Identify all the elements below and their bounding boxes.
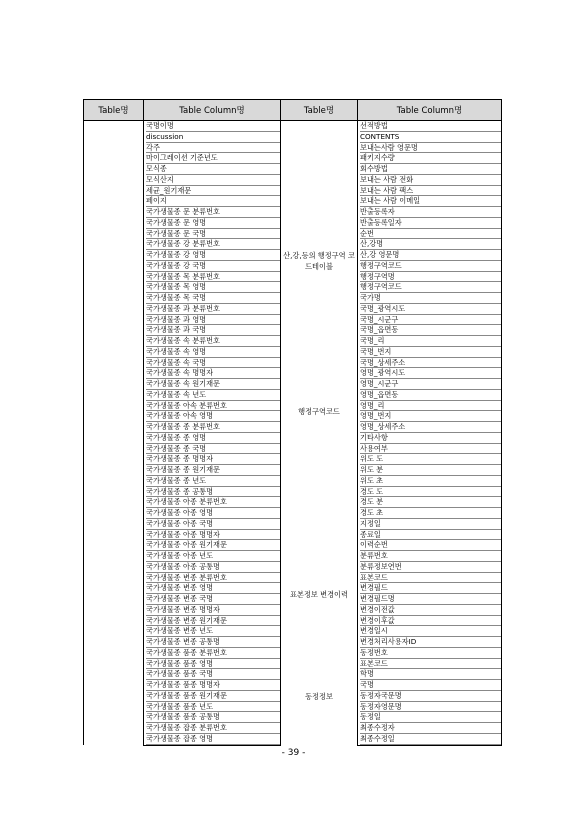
page-number: - 39 - [281, 748, 306, 758]
right-column-cell [358, 196, 502, 207]
right-column-cell [358, 336, 502, 347]
right-column-cell [358, 691, 502, 702]
right-column-cell [358, 358, 502, 369]
left-column-name: 세균_원기재문 [146, 186, 280, 197]
left-column-cell [144, 648, 281, 659]
left-column-cell [144, 680, 281, 691]
right-column-cell [358, 551, 502, 562]
right-column-cell [358, 712, 502, 723]
right-table-name: 산,강,등의 행정구역 코드테이블 [283, 250, 355, 271]
left-column-cell [144, 605, 281, 616]
right-column-cell [358, 368, 502, 379]
right-column-cell [358, 390, 502, 401]
left-column-name: 각주 [146, 143, 280, 154]
left-column-name: 국가생물종 품종 분류번호 [146, 648, 280, 659]
left-column-cell [144, 261, 281, 272]
right-column-name: 표본코드 [360, 573, 501, 584]
right-column-name: 표본코드 [360, 659, 501, 670]
left-column-cell [144, 196, 281, 207]
right-column-name: 분류정보연번 [360, 562, 501, 573]
left-column-cell [144, 487, 281, 498]
right-column-cell [358, 594, 502, 605]
right-column-cell [358, 702, 502, 713]
right-column-cell [358, 680, 502, 691]
right-column-name: 행정구역명 [360, 272, 501, 283]
right-column-name: 변경이후값 [360, 616, 501, 627]
right-column-name: CONTENTS [360, 132, 501, 143]
left-column-name: 국가생물종 문 국명 [146, 229, 280, 240]
right-column-name: 행정구역코드 [360, 261, 501, 272]
right-column-name: 동정자국문명 [360, 691, 501, 702]
left-column-name: 국가생물종 속 국명 [146, 358, 280, 369]
right-column-cell [358, 261, 502, 272]
left-column-name: 국가생물종 아종 영명 [146, 508, 280, 519]
right-table-name-cell [281, 648, 358, 745]
right-column-cell [358, 626, 502, 637]
right-column-cell [358, 379, 502, 390]
left-column-name: 국가생물종 속 명명자 [146, 368, 280, 379]
right-table-name-cell [281, 121, 358, 240]
left-column-name: 국가생물종 종 년도 [146, 476, 280, 487]
right-column-name: 국명 [360, 680, 501, 691]
left-column-name: 국가생물종 문 분류번호 [146, 207, 280, 218]
left-column-name: 국가생물종 품종 공통명 [146, 712, 280, 723]
left-column-name: 국가생물종 속 영명 [146, 347, 280, 358]
right-column-name: 변경필드 [360, 583, 501, 594]
right-column-cell [358, 497, 502, 508]
left-column-cell [144, 626, 281, 637]
left-column-cell [144, 444, 281, 455]
right-column-name: 패키지수량 [360, 153, 501, 164]
left-column-cell [144, 218, 281, 229]
left-column-cell [144, 121, 281, 132]
right-column-cell [358, 530, 502, 541]
left-column-cell [144, 723, 281, 734]
right-column-cell [358, 659, 502, 670]
header-table-name-right: Table명 [281, 100, 358, 121]
right-column-name: 분류번호 [360, 551, 501, 562]
left-column-cell [144, 293, 281, 304]
right-column-name: 국명_번지 [360, 347, 501, 358]
left-column-name: 국가생물종 변종 국명 [146, 594, 280, 605]
left-column-cell [144, 379, 281, 390]
right-column-name: 회수방법 [360, 164, 501, 175]
left-column-cell [144, 573, 281, 584]
left-column-cell [144, 702, 281, 713]
left-column-name: 국가생물종 강 분류번호 [146, 239, 280, 250]
right-column-cell [358, 605, 502, 616]
right-column-cell [358, 583, 502, 594]
left-column-name: 국가생물종 아종 분류번호 [146, 497, 280, 508]
left-column-cell [144, 304, 281, 315]
right-column-cell [358, 476, 502, 487]
table-row [84, 239, 502, 250]
left-column-name: 국가생물종 종 명명자 [146, 454, 280, 465]
right-column-cell [358, 508, 502, 519]
left-column-name: 국가생물종 강 국명 [146, 261, 280, 272]
right-column-name: 반출등록자 [360, 207, 501, 218]
left-column-name: 국가생물종 아속 영명 [146, 411, 280, 422]
right-column-name: 위도 분 [360, 465, 501, 476]
left-column-cell [144, 390, 281, 401]
right-column-name: 산,강명 [360, 239, 501, 250]
right-column-cell [358, 239, 502, 250]
right-column-name: 보내는사람 영문명 [360, 143, 501, 154]
left-column-cell [144, 368, 281, 379]
right-column-name: 국명_리 [360, 336, 501, 347]
left-column-name: 국가생물종 품종 원기재문 [146, 691, 280, 702]
left-column-name: 국가생물종 아종 년도 [146, 551, 280, 562]
right-column-cell [358, 411, 502, 422]
left-column-name: 국가생물종 아종 명명자 [146, 530, 280, 541]
header-column-name-left: Table Column명 [144, 100, 281, 121]
right-column-name: 동정일 [360, 712, 501, 723]
right-column-cell [358, 723, 502, 734]
left-column-cell [144, 325, 281, 336]
table-row [84, 540, 502, 551]
right-column-cell [358, 616, 502, 627]
left-table-name-cell [84, 121, 144, 746]
right-column-name: 경도 초 [360, 508, 501, 519]
right-column-cell [358, 282, 502, 293]
right-column-cell [358, 562, 502, 573]
right-table-name: 표본정보 변경이력 [290, 589, 348, 599]
left-column-name: 국가생물종 과 분류번호 [146, 304, 280, 315]
left-column-cell [144, 637, 281, 648]
right-column-cell [358, 573, 502, 584]
right-column-name: 국명_시군구 [360, 315, 501, 326]
left-column-name: 국가생물종 아종 국명 [146, 519, 280, 530]
left-column-cell [144, 315, 281, 326]
left-column-name: 국가생물종 변종 원기재문 [146, 616, 280, 627]
left-column-name: 국가생물종 변종 분류번호 [146, 573, 280, 584]
left-column-cell [144, 669, 281, 680]
right-column-cell [358, 121, 502, 132]
right-column-name: 보내는 사람 전화 [360, 175, 501, 186]
right-column-name: 국명_상세주소 [360, 358, 501, 369]
right-column-cell [358, 229, 502, 240]
left-column-cell [144, 476, 281, 487]
right-column-name: 종료일 [360, 530, 501, 541]
left-column-cell [144, 347, 281, 358]
right-column-cell [358, 444, 502, 455]
left-column-name: 모식산지 [146, 175, 280, 186]
left-column-name: 국가생물종 품종 년도 [146, 702, 280, 713]
right-table-name-cell [281, 239, 358, 282]
left-column-cell [144, 207, 281, 218]
left-column-cell [144, 734, 281, 745]
right-table-name: 동정정보 [305, 691, 333, 701]
right-column-cell [358, 207, 502, 218]
right-column-name: 최종수정일 [360, 734, 501, 745]
right-column-name: 보내는 사람 팩스 [360, 186, 501, 197]
right-column-cell [358, 669, 502, 680]
left-column-name: 국가생물종 종 공통명 [146, 487, 280, 498]
right-column-cell [358, 164, 502, 175]
left-column-name: 모식종 [146, 164, 280, 175]
right-column-name: 영명_시군구 [360, 379, 501, 390]
left-column-cell [144, 143, 281, 154]
right-column-name: 반출등록일자 [360, 218, 501, 229]
right-column-name: 국명_읍면동 [360, 325, 501, 336]
left-column-name: 국가생물종 목 분류번호 [146, 272, 280, 283]
left-column-cell [144, 422, 281, 433]
left-column-name: 국가생물종 목 영명 [146, 282, 280, 293]
right-column-cell [358, 401, 502, 412]
left-column-cell [144, 411, 281, 422]
right-column-cell [358, 218, 502, 229]
left-column-name: 국가생물종 과 영명 [146, 315, 280, 326]
right-column-name: 국명_광역시도 [360, 304, 501, 315]
left-column-cell [144, 175, 281, 186]
left-column-name: 국가생물종 변종 명명자 [146, 605, 280, 616]
left-column-name: 국가생물종 아종 원기재문 [146, 540, 280, 551]
right-column-name: 지정일 [360, 519, 501, 530]
left-column-cell [144, 616, 281, 627]
left-column-cell [144, 186, 281, 197]
right-column-cell [358, 186, 502, 197]
right-column-cell [358, 153, 502, 164]
left-column-name: 국가생물종 잡종 영명 [146, 734, 280, 745]
right-column-name: 영명_리 [360, 401, 501, 412]
table-row [84, 282, 502, 293]
left-column-name: 국가생물종 아종 공통명 [146, 562, 280, 573]
left-column-cell [144, 594, 281, 605]
right-column-name: 영명_광역시도 [360, 368, 501, 379]
right-column-name: 국가명 [360, 293, 501, 304]
right-column-name: 경도 도 [360, 487, 501, 498]
left-column-cell [144, 562, 281, 573]
left-column-name: 국가생물종 변종 년도 [146, 626, 280, 637]
left-column-cell [144, 540, 281, 551]
left-column-cell [144, 530, 281, 541]
left-column-name: 마이그레이션 기준년도 [146, 153, 280, 164]
right-column-cell [358, 304, 502, 315]
right-column-name: 영명_읍면동 [360, 390, 501, 401]
right-column-cell [358, 293, 502, 304]
right-column-name: 사용여부 [360, 444, 501, 455]
right-column-name: 선적방법 [360, 121, 501, 132]
left-column-cell [144, 508, 281, 519]
header-row [84, 100, 502, 121]
left-column-name: 국가생물종 아속 분류번호 [146, 401, 280, 412]
table-row [84, 648, 502, 659]
left-column-name: 국가생물종 속 원기재문 [146, 379, 280, 390]
right-column-name: 변경처리사용자ID [360, 637, 501, 648]
right-column-cell [358, 315, 502, 326]
right-column-cell [358, 132, 502, 143]
left-column-cell [144, 659, 281, 670]
header-column-name-right: Table Column명 [358, 100, 502, 121]
right-column-name: 영명_번지 [360, 411, 501, 422]
left-column-name: 국가생물종 품종 영명 [146, 659, 280, 670]
left-column-name: 국가생물종 목 국명 [146, 293, 280, 304]
left-column-cell [144, 497, 281, 508]
left-column-name: 국가생물종 종 영명 [146, 433, 280, 444]
left-column-name: 페이지 [146, 196, 280, 207]
left-column-name: 국가생물종 강 영명 [146, 250, 280, 261]
left-column-name: 국가생물종 속 년도 [146, 390, 280, 401]
left-column-cell [144, 358, 281, 369]
right-column-name: 영명_상세주소 [360, 422, 501, 433]
right-column-cell [358, 175, 502, 186]
left-column-name: 국가생물종 속 분류번호 [146, 336, 280, 347]
right-column-name: 최종수정자 [360, 723, 501, 734]
right-column-name: 순번 [360, 229, 501, 240]
left-column-cell [144, 712, 281, 723]
right-column-cell [358, 734, 502, 745]
right-column-name: 경도 분 [360, 497, 501, 508]
left-column-cell [144, 336, 281, 347]
left-column-cell [144, 153, 281, 164]
right-column-cell [358, 272, 502, 283]
right-column-cell [358, 519, 502, 530]
right-column-name: 이력순번 [360, 540, 501, 551]
right-column-name: 동정번호 [360, 648, 501, 659]
right-column-cell [358, 143, 502, 154]
right-column-name: 변경이전값 [360, 605, 501, 616]
table-body [84, 121, 502, 746]
left-column-name: 국가생물종 과 국명 [146, 325, 280, 336]
left-column-cell [144, 272, 281, 283]
left-column-cell [144, 250, 281, 261]
right-table-name-cell [281, 282, 358, 540]
left-column-name: 국가생물종 품종 국명 [146, 669, 280, 680]
right-column-cell [358, 250, 502, 261]
right-column-cell [358, 540, 502, 551]
right-column-cell [358, 637, 502, 648]
left-column-cell [144, 164, 281, 175]
left-column-cell [144, 229, 281, 240]
right-column-name: 학명 [360, 669, 501, 680]
left-column-cell [144, 239, 281, 250]
left-column-cell [144, 465, 281, 476]
left-column-cell [144, 454, 281, 465]
table-row [84, 121, 502, 132]
right-column-cell [358, 465, 502, 476]
left-column-cell [144, 551, 281, 562]
right-column-name: 동정자영문명 [360, 702, 501, 713]
column-table [83, 99, 502, 746]
right-column-cell [358, 487, 502, 498]
right-column-name: 변경필드명 [360, 594, 501, 605]
left-column-name: 국가생물종 종 국명 [146, 444, 280, 455]
left-column-name: 국가생물종 변종 영명 [146, 583, 280, 594]
left-column-name: 국가생물종 품종 명명자 [146, 680, 280, 691]
left-column-name: discussion [146, 132, 280, 143]
left-column-name: 국가생물종 잡종 분류번호 [146, 723, 280, 734]
right-column-cell [358, 648, 502, 659]
left-column-cell [144, 691, 281, 702]
right-column-name: 기타사항 [360, 433, 501, 444]
left-column-name: 국가생물종 종 분류번호 [146, 422, 280, 433]
right-column-cell [358, 454, 502, 465]
left-column-name: 국가생물종 문 영명 [146, 218, 280, 229]
right-table-name-cell [281, 540, 358, 648]
right-column-name: 행정구역코드 [360, 282, 501, 293]
left-column-cell [144, 583, 281, 594]
left-column-cell [144, 433, 281, 444]
right-column-cell [358, 347, 502, 358]
right-column-name: 위도 초 [360, 476, 501, 487]
right-column-name: 변경일시 [360, 626, 501, 637]
right-column-cell [358, 422, 502, 433]
left-column-cell [144, 132, 281, 143]
left-column-name: 국가생물종 변종 공통명 [146, 637, 280, 648]
left-column-cell [144, 282, 281, 293]
right-column-cell [358, 325, 502, 336]
left-column-cell [144, 519, 281, 530]
right-column-name: 보내는 사람 이메일 [360, 196, 501, 207]
right-column-cell [358, 433, 502, 444]
right-column-name: 산,강 영문명 [360, 250, 501, 261]
left-column-name: 국명이명 [146, 121, 280, 132]
left-column-name: 국가생물종 종 원기재문 [146, 465, 280, 476]
left-column-cell [144, 401, 281, 412]
right-column-name: 위도 도 [360, 454, 501, 465]
header-table-name-left: Table명 [84, 100, 144, 121]
right-table-name: 행정구역코드 [298, 406, 340, 416]
